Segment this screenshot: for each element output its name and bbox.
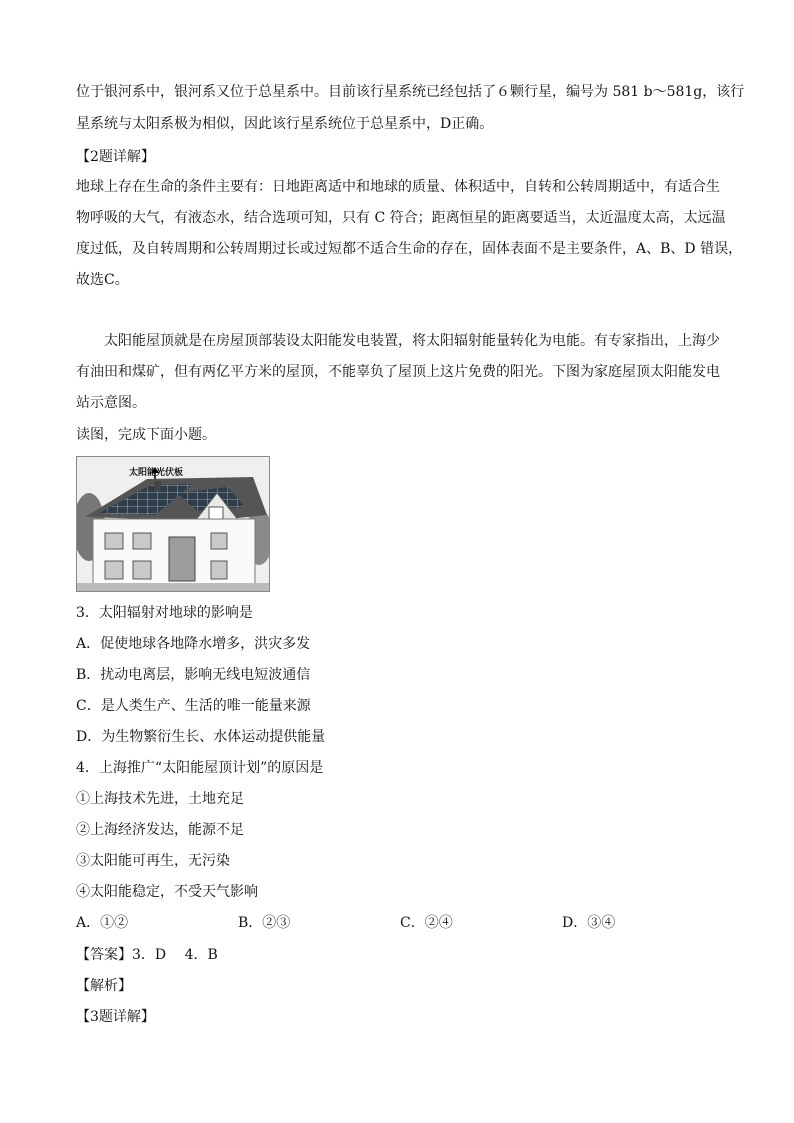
passage-line: 太阳能屋顶就是在房屋顶部装设太阳能发电装置，将太阳辐射能量转化为电能。有专家指出，上海少 xyxy=(104,333,720,349)
q4-option-a: A．①② xyxy=(76,915,129,931)
q4-item-1: ①上海技术先进，土地充足 xyxy=(76,791,244,807)
q4-option-c: C．②④ xyxy=(400,915,453,931)
q2-detail-line: 故选C。 xyxy=(76,272,129,288)
passage-line: 站示意图。 xyxy=(76,395,146,411)
passage-line: 有油田和煤矿，但有两亿平方米的屋顶，不能辜负了屋顶上这片免费的阳光。下图为家庭屋顶太阳能发电 xyxy=(76,364,720,380)
analysis-text-line: 位于银河系中，银河系又位于总星系中。目前该行星系统已经包括了６颗行星，编号为 581 b～581g，该行 xyxy=(76,84,745,100)
q3-option-d: D．为生物繁衍生长、水体运动提供能量 xyxy=(76,729,326,745)
q2-detail-line: 度过低，及自转周期和公转周期过长或过短都不适合生命的存在，固体表面不是主要条件，A、B、D 错误， xyxy=(76,241,743,257)
q3-detail-heading: 【3题详解】 xyxy=(76,1009,155,1025)
instruction-text: 读图，完成下面小题。 xyxy=(76,427,216,443)
q4-item-4: ④太阳能稳定，不受天气影响 xyxy=(76,884,258,900)
q3-option-b: B．扰动电离层，影响无线电短波通信 xyxy=(76,667,311,683)
solar-roof-figure xyxy=(76,456,270,592)
q3-option-c: C．是人类生产、生活的唯一能量来源 xyxy=(76,698,311,714)
q4-option-d: D．③④ xyxy=(562,915,616,931)
q4-stem: 4．上海推广“太阳能屋顶计划”的原因是 xyxy=(76,760,324,776)
analysis-text-line: 星系统与太阳系极为相似，因此该行星系统位于总星系中，D正确。 xyxy=(76,116,494,132)
q4-option-b: B．②③ xyxy=(238,915,291,931)
q3-stem: 3．太阳辐射对地球的影响是 xyxy=(76,605,253,621)
solar-panel-label: 太阳能光伏板 xyxy=(129,468,184,478)
analysis-heading: 【解析】 xyxy=(76,978,132,994)
q2-detail-heading: 【2题详解】 xyxy=(76,149,155,165)
q2-detail-line: 地球上存在生命的条件主要有：日地距离适中和地球的质量、体积适中，自转和公转周期适中，有适合生 xyxy=(76,179,720,195)
q2-detail-line: 物呼吸的大气，有液态水，结合选项可知，只有 C 符合；距离恒星的距离要适当，太近温度太高，太远温 xyxy=(76,210,726,226)
q3-option-a: A．促使地球各地降水增多，洪灾多发 xyxy=(76,636,311,652)
q4-item-3: ③太阳能可再生，无污染 xyxy=(76,853,230,869)
q4-item-2: ②上海经济发达，能源不足 xyxy=(76,822,244,838)
answer-line: 【答案】3．D 4．B xyxy=(76,947,218,963)
